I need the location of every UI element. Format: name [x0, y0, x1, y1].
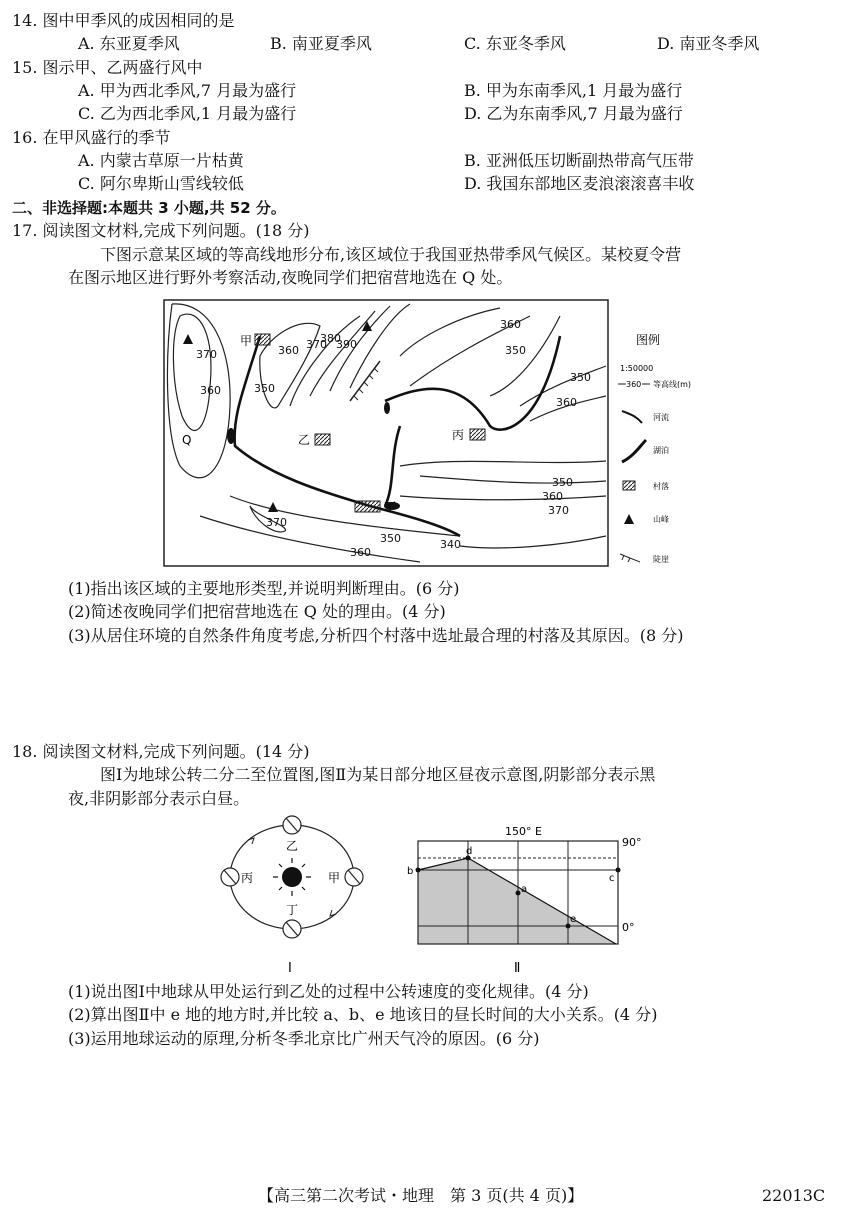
legend-village: 村落 [653, 482, 669, 491]
q15-option-b: B. 甲为东南季风,1 月最为盛行 [464, 81, 683, 100]
orbit-label-yi: 乙 [286, 839, 299, 853]
fig2-longitude: 150° E [505, 825, 542, 838]
q15-option-a: A. 甲为西北季风,7 月最为盛行 [78, 81, 297, 100]
figure-daynight [400, 818, 650, 978]
contour-label: 340 [440, 538, 461, 551]
orbit-label-jia: 甲 [328, 871, 341, 885]
q17-paragraph-2: 在图示地区进行野外考察活动,夜晚同学们把宿营地选在 Q 处。 [68, 268, 513, 287]
orbit-label-ding: 丁 [286, 903, 299, 917]
contour-label: 370 [548, 504, 569, 517]
q14-option-b: B. 南亚夏季风 [270, 34, 372, 53]
figure-2-caption: Ⅱ [514, 961, 521, 976]
fig2-point-c: c [609, 873, 615, 884]
map-legend [618, 332, 691, 564]
q17-paragraph-1: 下图示意某区域的等高线地形分布,该区域位于我国亚热带季风气候区。某校夏令营 [100, 245, 682, 264]
contour-label: 370 [306, 338, 327, 351]
map-label-ding: 丁 [384, 500, 397, 514]
q16-option-d: D. 我国东部地区麦浪滚滚喜丰收 [464, 174, 695, 193]
section-heading: 二、非选择题:本题共 3 小题,共 52 分。 [12, 199, 286, 217]
contour-label: 360 [556, 396, 577, 409]
q16-stem: 16. 在甲风盛行的季节 [12, 128, 171, 147]
map-label-yi: 乙 [298, 433, 311, 447]
contour-label: 360 [278, 344, 299, 357]
contour-label: 350 [552, 476, 573, 489]
legend-river: 河流 [653, 413, 669, 422]
contour-label: 350 [380, 532, 401, 545]
figure-orbit [210, 812, 385, 977]
contour-label: 360 [542, 490, 563, 503]
contour-label: 360 [200, 384, 221, 397]
q17-sub-3: (3)从居住环境的自然条件角度考虑,分析四个村落中选址最合理的村落及其原因。(8 分) [68, 626, 684, 645]
footer-code: 22013C [762, 1186, 826, 1205]
q18-sub-2: (2)算出图Ⅱ中 e 地的地方时,并比较 a、b、e 地该日的昼长时间的大小关系。(4 分) [68, 1005, 658, 1024]
q17-stem: 17. 阅读图文材料,完成下列问题。(18 分) [12, 221, 310, 240]
orbit-label-bing: 丙 [241, 871, 254, 885]
map-label-q: Q [182, 433, 192, 447]
legend-cliff: 陡崖 [653, 555, 669, 564]
fig2-point-a: a [521, 884, 528, 895]
q16-option-b: B. 亚洲低压切断副热带高气压带 [464, 151, 694, 170]
q14-option-d: D. 南亚冬季风 [657, 34, 760, 53]
map-label-bing: 丙 [452, 428, 465, 442]
q15-stem: 15. 图示甲、乙两盛行风中 [12, 58, 203, 77]
contour-label: 370 [196, 348, 217, 361]
contour-label: 360 [350, 546, 371, 559]
q16-option-a: A. 内蒙古草原一片枯黄 [78, 151, 244, 170]
legend-title: 图例 [636, 333, 661, 347]
q14-option-a: A. 东亚夏季风 [78, 34, 180, 53]
fig2-point-e: e [570, 914, 577, 925]
q18-paragraph-1: 图Ⅰ为地球公转二分二至位置图,图Ⅱ为某日部分地区昼夜示意图,阴影部分表示黑 [100, 765, 656, 784]
contour-label: 350 [505, 344, 526, 357]
fig2-lat-top: 90° [622, 836, 642, 849]
legend-contour-value: 360 [626, 380, 642, 389]
q14-stem: 14. 图中甲季风的成因相同的是 [12, 11, 235, 30]
q18-paragraph-2: 夜,非阴影部分表示白昼。 [68, 789, 250, 808]
legend-contour: 等高线(m) [653, 380, 692, 389]
q15-option-c: C. 乙为西北季风,1 月最为盛行 [78, 104, 297, 123]
legend-peak: 山峰 [653, 515, 669, 524]
q18-stem: 18. 阅读图文材料,完成下列问题。(14 分) [12, 742, 310, 761]
legend-scale: 1:50000 [620, 364, 654, 373]
q18-sub-1: (1)说出图Ⅰ中地球从甲处运行到乙处的过程中公转速度的变化规律。(4 分) [68, 982, 589, 1001]
q18-sub-3: (3)运用地球运动的原理,分析冬季北京比广州天气冷的原因。(6 分) [68, 1029, 540, 1048]
fig2-lat-bottom: 0° [622, 921, 635, 934]
q17-sub-1: (1)指出该区域的主要地形类型,并说明判断理由。(6 分) [68, 579, 460, 598]
footer-page-info: 【高三第二次考试・地理 第 3 页(共 4 页)】 [258, 1186, 584, 1205]
map-label-jia: 甲 [240, 334, 253, 348]
contour-map [160, 296, 700, 571]
figure-1-caption: Ⅰ [288, 961, 292, 976]
q15-option-d: D. 乙为东南季风,7 月最为盛行 [464, 104, 683, 123]
q16-option-c: C. 阿尔卑斯山雪线较低 [78, 174, 244, 193]
contour-label: 390 [336, 338, 357, 351]
fig2-point-d: d [466, 846, 473, 857]
contour-label: 350 [254, 382, 275, 395]
contour-label: 380 [320, 332, 341, 345]
contour-label: 370 [266, 516, 287, 529]
contour-label: 350 [570, 371, 591, 384]
q14-option-c: C. 东亚冬季风 [464, 34, 566, 53]
fig2-point-b: b [407, 866, 414, 877]
contour-label: 360 [500, 318, 521, 331]
legend-lake: 湖泊 [653, 446, 669, 455]
q17-sub-2: (2)简述夜晚同学们把宿营地选在 Q 处的理由。(4 分) [68, 602, 446, 621]
